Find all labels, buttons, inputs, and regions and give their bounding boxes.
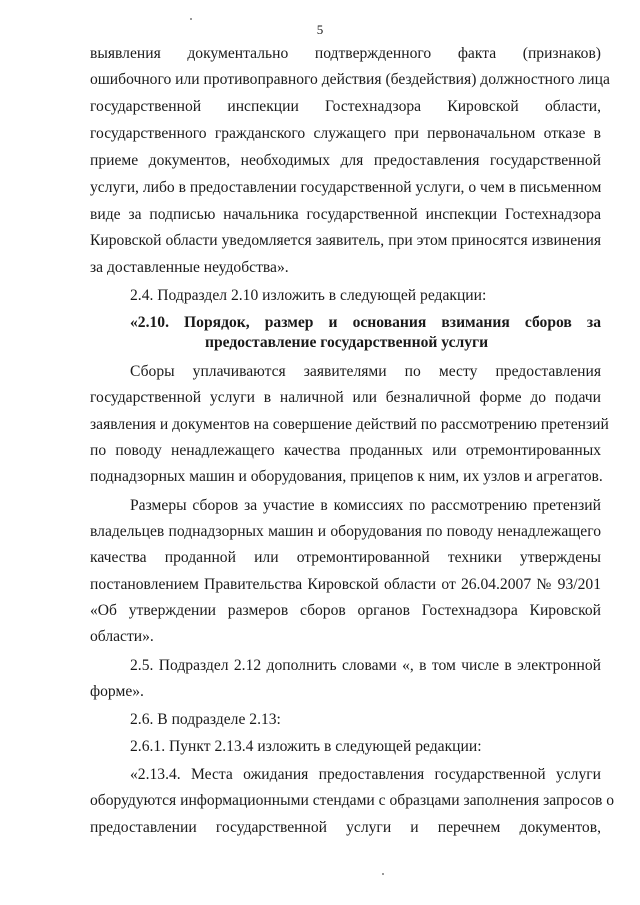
paragraph-line: виде за подписью начальника государственной инспекции Гостехнадзора [90, 206, 601, 223]
section-heading: «2.10. Порядок, размер и основания взимания сборов за [130, 314, 601, 331]
paragraph-line: области». [90, 628, 154, 645]
page-number: 5 [316, 22, 324, 37]
paragraph-line: качества проданной или отремонтированной техники утверждены [90, 549, 601, 566]
paragraph-line: 2.6.1. Пункт 2.13.4 изложить в следующей редакции: [130, 738, 482, 755]
scan-speck [382, 873, 384, 875]
paragraph-line: ошибочного или противоправного действия (бездействия) должностного лица [90, 71, 610, 88]
paragraph-line: 2.6. В подразделе 2.13: [130, 711, 281, 728]
paragraph-line: по поводу ненадлежащего качества проданных или отремонтированных [90, 442, 601, 459]
paragraph-line: услуги, либо в предоставлении государственной услуги, о чем в письменном [90, 179, 602, 196]
section-heading: предоставление государственной услуги [205, 334, 489, 351]
paragraph-line: «Об утверждении размеров сборов органов Гостехнадзора Кировской [90, 602, 601, 619]
paragraph-line: 2.4. Подраздел 2.10 изложить в следующей редакции: [130, 287, 487, 304]
paragraph-line: оборудуются информационными стендами с образцами заполнения запросов о [90, 792, 615, 809]
paragraph-line: поднадзорных машин и оборудования, прицепов к ним, их узлов и агрегатов. [90, 468, 603, 485]
paragraph-line: государственной инспекции Гостехнадзора Кировской области, [90, 98, 601, 115]
paragraph-line: форме». [90, 683, 144, 700]
paragraph-line: «2.13.4. Места ожидания предоставления государственной услуги [130, 766, 601, 783]
scan-speck [190, 18, 192, 20]
paragraph-line: заявления и документов на совершение действий по рассмотрению претензий [90, 416, 609, 433]
paragraph-line: государственной услуги в наличной или безналичной форме до подачи [90, 389, 601, 406]
paragraph-line: постановлением Правительства Кировской области от 26.04.2007 № 93/201 [90, 576, 601, 593]
paragraph-line: 2.5. Подраздел 2.12 дополнить словами «, в том числе в электронной [130, 657, 601, 674]
paragraph-line: Кировской области уведомляется заявитель, при этом приносятся извинения [90, 232, 601, 249]
paragraph-line: выявления документально подтвержденного факта (признаков) [90, 45, 601, 62]
paragraph-line: предоставлении государственной услуги и перечнем документов, [90, 819, 601, 836]
paragraph-line: Сборы уплачиваются заявителями по месту предоставления [130, 363, 601, 380]
paragraph-line: государственного гражданского служащего при первоначальном отказе в [90, 125, 601, 142]
paragraph-line: Размеры сборов за участие в комиссиях по рассмотрению претензий [130, 497, 601, 514]
paragraph-line: владельцев поднадзорных машин и оборудования по поводу ненадлежащего [90, 523, 601, 540]
paragraph-line: приеме документов, необходимых для предоставления государственной [90, 152, 601, 169]
paragraph-line: за доставленные неудобства». [90, 259, 289, 276]
